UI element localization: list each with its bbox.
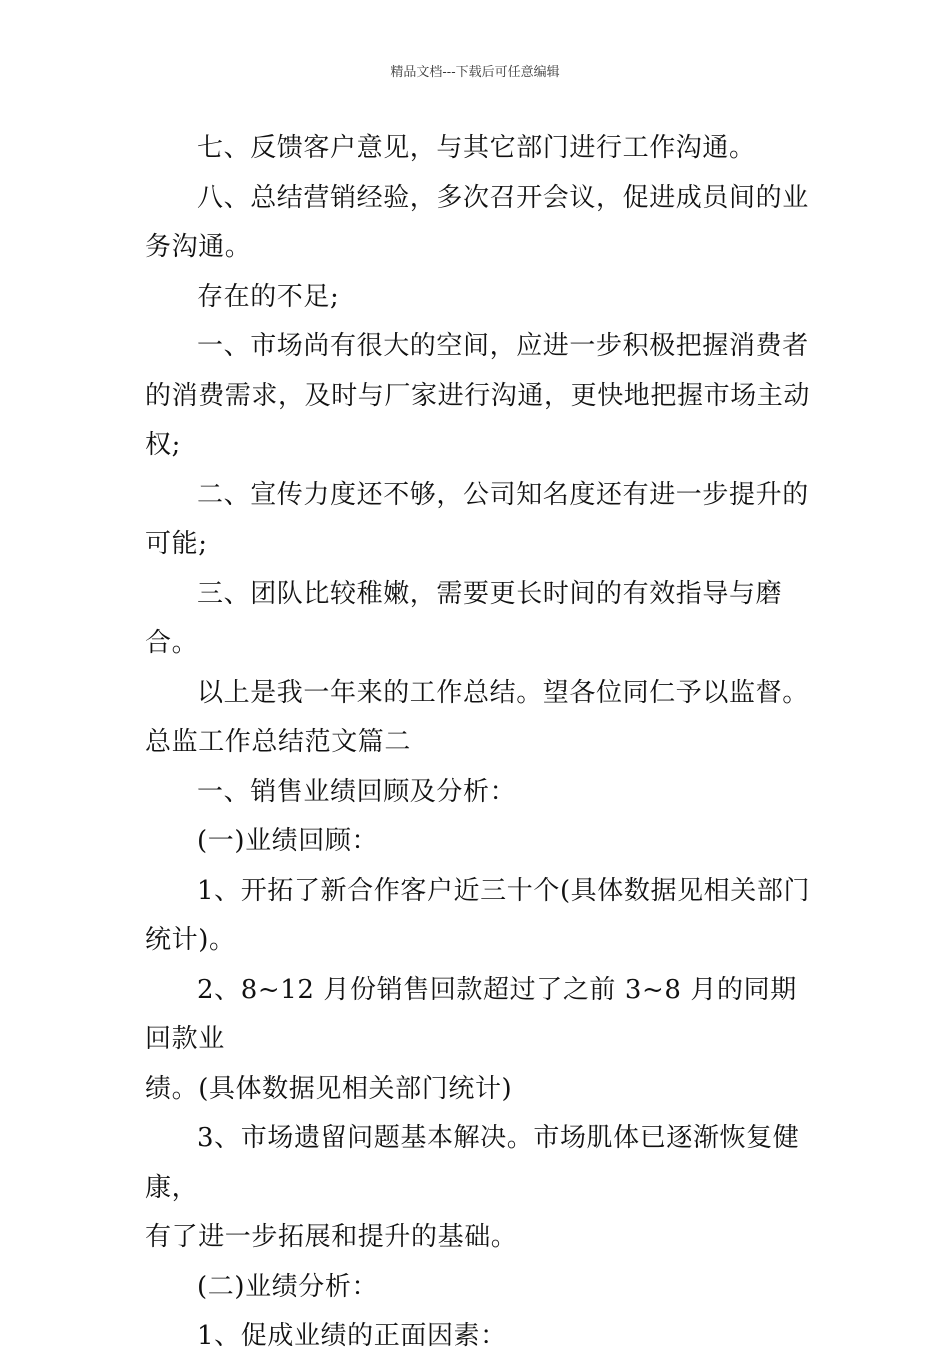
paragraph-line: 二、宣传力度还不够，公司知名度还有进一步提升的 bbox=[197, 479, 809, 510]
paragraph bbox=[145, 669, 811, 719]
paragraph-line: 3、市场遗留问题基本解决。市场肌体已逐渐恢复健康， bbox=[145, 1123, 800, 1203]
paragraph bbox=[145, 322, 811, 471]
paragraph-line: 统计)。 bbox=[145, 925, 236, 955]
paragraph bbox=[145, 273, 811, 323]
paragraph bbox=[145, 1263, 811, 1313]
paragraph-line: 有了进一步拓展和提升的基础。 bbox=[145, 1222, 518, 1252]
paragraph-line: 可能; bbox=[145, 529, 208, 559]
paragraph-line: 2、8~12 月份销售回款超过了之前 3~8 月的同期回款业 bbox=[145, 974, 797, 1054]
paragraph-line: 一、市场尚有很大的空间，应进一步积极把握消费者 bbox=[197, 331, 809, 361]
paragraph bbox=[145, 966, 811, 1115]
paragraph-line: 以上是我一年来的工作总结。望各位同仁予以监督。 bbox=[197, 677, 809, 708]
paragraph-line: 的消费需求，及时与厂家进行沟通，更快地把握市场主动 bbox=[145, 380, 811, 411]
paragraph bbox=[145, 817, 811, 867]
paragraph-line: 1、开拓了新合作客户近三十个(具体数据见相关部门 bbox=[197, 875, 811, 906]
paragraph-line: (一)业绩回顾： bbox=[197, 826, 379, 856]
paragraph-line: 权; bbox=[145, 430, 181, 460]
paragraph bbox=[145, 570, 811, 669]
paragraph-line: 八、总结营销经验，多次召开会议，促进成员间的业 bbox=[197, 182, 809, 213]
paragraph bbox=[145, 1114, 811, 1263]
paragraph bbox=[145, 124, 811, 174]
paragraph-line: 七、反馈客户意见，与其它部门进行工作沟通。 bbox=[197, 133, 756, 163]
paragraph bbox=[145, 471, 811, 570]
paragraph-line: 总监工作总结范文篇二 bbox=[145, 727, 412, 757]
paragraph bbox=[145, 768, 811, 818]
paragraph-line: 一、销售业绩回顾及分析： bbox=[197, 776, 517, 807]
paragraph bbox=[145, 867, 811, 966]
document-body bbox=[145, 124, 811, 1362]
page-header: 精品文档---下载后可任意编辑 bbox=[390, 65, 560, 80]
paragraph bbox=[145, 1312, 811, 1362]
paragraph-line: (二)业绩分析： bbox=[197, 1271, 379, 1302]
paragraph bbox=[145, 174, 811, 273]
paragraph-line: 绩。(具体数据见相关部门统计) bbox=[145, 1073, 513, 1104]
paragraph-line: 三、团队比较稚嫩，需要更长时间的有效指导与磨合。 bbox=[145, 578, 783, 658]
paragraph-line: 存在的不足; bbox=[197, 281, 340, 312]
paragraph-line: 务沟通。 bbox=[145, 232, 252, 262]
paragraph bbox=[145, 718, 811, 768]
paragraph-line: 1、促成业绩的正面因素： bbox=[197, 1321, 507, 1351]
